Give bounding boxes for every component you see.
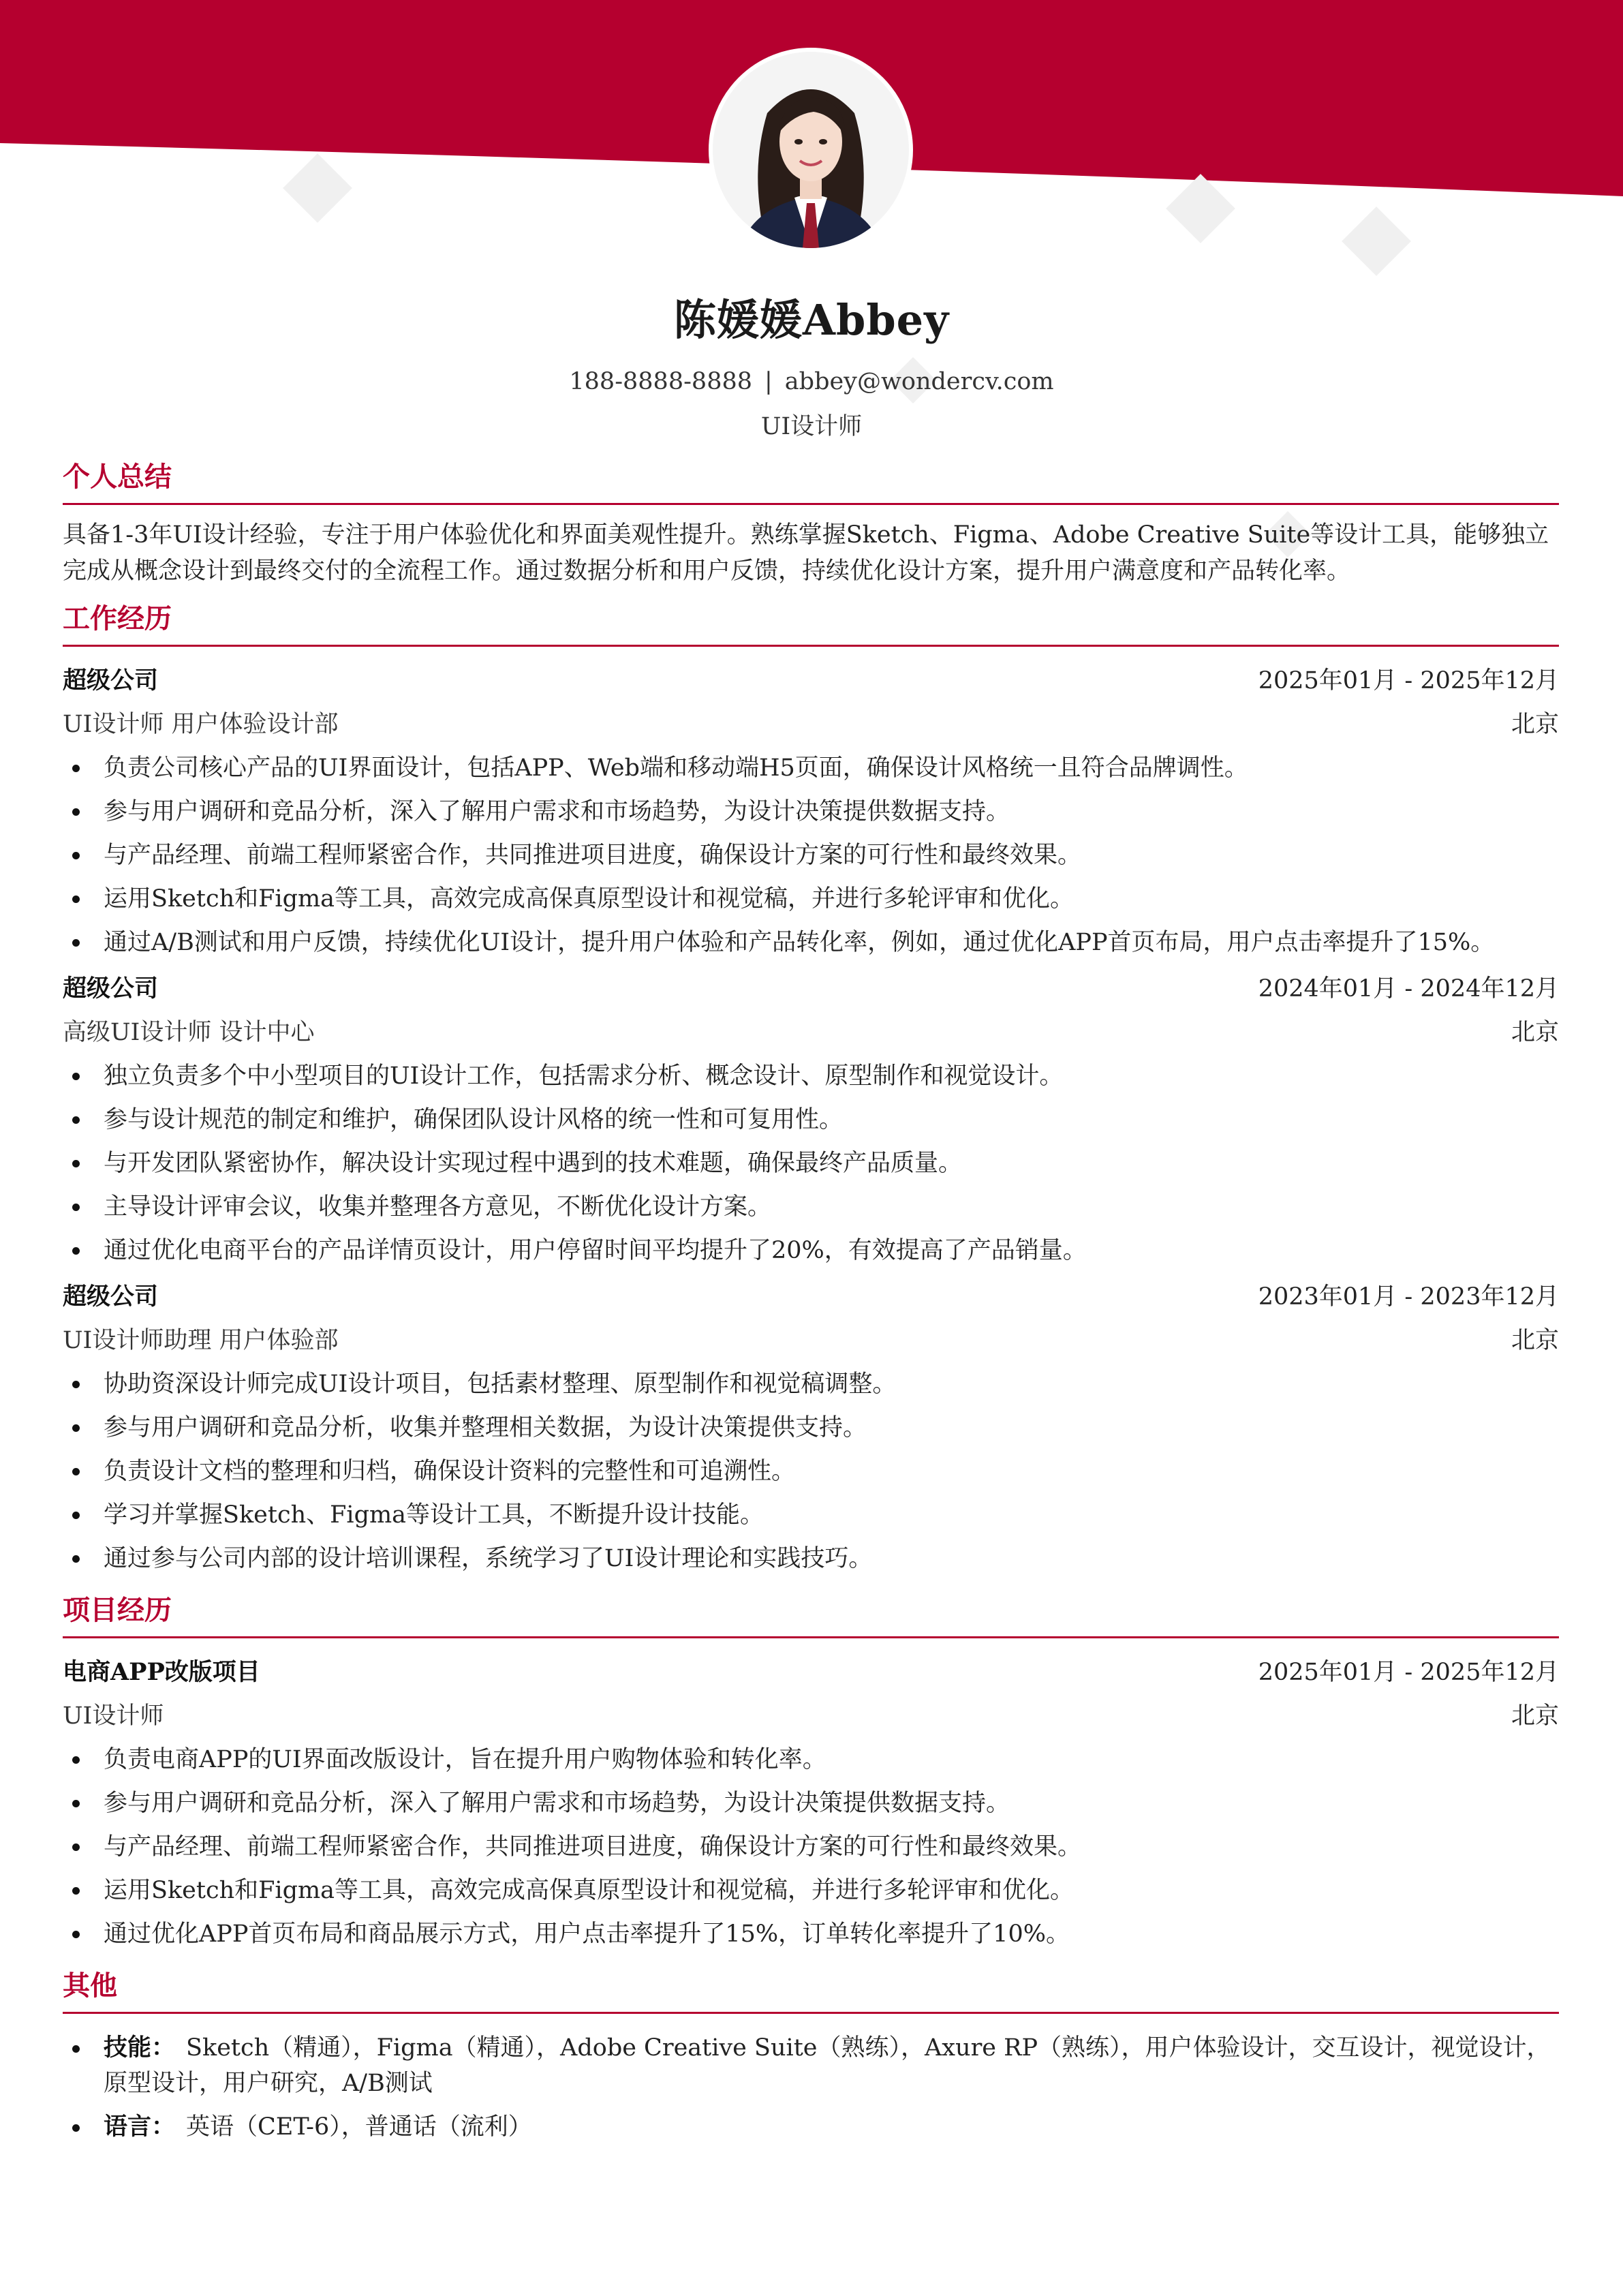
bullet-list [63, 1738, 1559, 1956]
company-name: 超级公司 [63, 1283, 159, 1311]
work-entry [63, 1275, 1559, 1580]
entry-header [63, 1275, 1559, 1319]
section-heading: 个人总结 [63, 461, 1559, 505]
bullet-item: 负责公司核心产品的UI界面设计，包括APP、Web端和移动端H5页面，确保设计风格统一且符合品牌调性。 [63, 746, 1559, 790]
bullet-list [63, 1362, 1559, 1580]
summary-text: 具备1-3年UI设计经验，专注于用户体验优化和界面美观性提升。熟练掌握Sketch、Figma、Adobe Creative Suite等设计工具，能够独立完成从概念设计到最终交付的全流程工作。通过数据分析和用户反馈，持续优化设计方案，提升用户满意度和产品转化率。 [63, 521, 1549, 585]
bullet-item: 通过A/B测试和用户反馈，持续优化UI设计，提升用户体验和产品转化率，例如，通过优化APP首页布局，用户点击率提升了15%。 [63, 921, 1559, 964]
languages-item [63, 2105, 1559, 2149]
position: 高级UI设计师 设计中心 [63, 1019, 315, 1046]
work-entry [63, 659, 1559, 964]
work-entry [63, 967, 1559, 1272]
bullet-item: 协助资深设计师完成UI设计项目，包括素材整理、原型制作和视觉稿调整。 [63, 1362, 1559, 1406]
phone-number: 188-8888-8888 [569, 368, 752, 395]
bullet-item: 主导设计评审会议，收集并整理各方意见，不断优化设计方案。 [63, 1185, 1559, 1229]
entry-subheader [63, 1694, 1559, 1738]
item-label: 技能： [104, 2034, 176, 2062]
location: 北京 [1511, 1327, 1559, 1354]
entry-subheader [63, 1319, 1559, 1362]
section-heading: 项目经历 [63, 1594, 1559, 1638]
entry-header [63, 659, 1559, 703]
resume-content [63, 461, 1559, 2162]
location: 北京 [1511, 711, 1559, 738]
profile-photo [709, 48, 913, 252]
project-section [63, 1594, 1559, 1956]
entry-dates: 2025年01月 - 2025年12月 [1258, 667, 1559, 694]
entry-dates: 2024年01月 - 2024年12月 [1258, 975, 1559, 1002]
contact-separator: | [764, 368, 773, 395]
entry-header [63, 1651, 1559, 1694]
bullet-list [63, 1054, 1559, 1272]
entry-dates: 2023年01月 - 2023年12月 [1258, 1283, 1559, 1311]
bullet-item: 负责电商APP的UI界面改版设计，旨在提升用户购物体验和转化率。 [63, 1738, 1559, 1781]
bullet-item: 与产品经理、前端工程师紧密合作，共同推进项目进度，确保设计方案的可行性和最终效果。 [63, 1825, 1559, 1869]
entry-header [63, 967, 1559, 1011]
entry-dates: 2025年01月 - 2025年12月 [1258, 1659, 1559, 1686]
bullet-item: 参与用户调研和竞品分析，收集并整理相关数据，为设计决策提供支持。 [63, 1406, 1559, 1450]
summary-section [63, 461, 1559, 589]
bullet-item: 通过优化电商平台的产品详情页设计，用户停留时间平均提升了20%，有效提高了产品销量。 [63, 1229, 1559, 1272]
bullet-list [63, 2026, 1559, 2149]
job-title: UI设计师 [760, 413, 863, 440]
location: 北京 [1511, 1702, 1559, 1730]
position: UI设计师 用户体验设计部 [63, 711, 339, 738]
bullet-item: 通过参与公司内部的设计培训课程，系统学习了UI设计理论和实践技巧。 [63, 1537, 1559, 1580]
bullet-list [63, 746, 1559, 964]
bullet-item: 独立负责多个中小型项目的UI设计工作，包括需求分析、概念设计、原型制作和视觉设计。 [63, 1054, 1559, 1098]
company-name: 超级公司 [63, 667, 159, 694]
entry-subheader [63, 703, 1559, 746]
company-name: 超级公司 [63, 975, 159, 1002]
candidate-name: 陈媛媛Abbey [673, 295, 950, 345]
item-text: 英语（CET-6），普通话（流利） [186, 2113, 532, 2141]
contact-line [0, 368, 1623, 395]
bullet-item: 运用Sketch和Figma等工具，高效完成高保真原型设计和视觉稿，并进行多轮评审和优化。 [63, 877, 1559, 921]
bullet-item: 参与设计规范的制定和维护，确保团队设计风格的统一性和可复用性。 [63, 1098, 1559, 1142]
project-role: UI设计师 [63, 1702, 164, 1730]
other-section [63, 1970, 1559, 2149]
project-entry [63, 1651, 1559, 1956]
location: 北京 [1511, 1019, 1559, 1046]
skills-item [63, 2026, 1559, 2105]
bullet-item: 运用Sketch和Figma等工具，高效完成高保真原型设计和视觉稿，并进行多轮评审和优化。 [63, 1869, 1559, 1912]
item-text: Sketch（精通），Figma（精通），Adobe Creative Suite（熟练），Axure RP（熟练），用户体验设计，交互设计，视觉设计，原型设计，用户研究，A/B测试 [104, 2034, 1551, 2097]
entry-subheader [63, 1011, 1559, 1054]
bullet-item: 参与用户调研和竞品分析，深入了解用户需求和市场趋势，为设计决策提供数据支持。 [63, 1781, 1559, 1825]
bullet-item: 负责设计文档的整理和归档，确保设计资料的完整性和可追溯性。 [63, 1450, 1559, 1493]
section-heading: 工作经历 [63, 602, 1559, 647]
position: UI设计师助理 用户体验部 [63, 1327, 339, 1354]
bullet-item: 与开发团队紧密协作，解决设计实现过程中遇到的技术难题，确保最终产品质量。 [63, 1142, 1559, 1185]
section-heading: 其他 [63, 1970, 1559, 2014]
email-address: abbey@wondercv.com [784, 368, 1054, 395]
bullet-item: 学习并掌握Sketch、Figma等设计工具，不断提升设计技能。 [63, 1493, 1559, 1537]
bullet-item: 通过优化APP首页布局和商品展示方式，用户点击率提升了15%，订单转化率提升了10%。 [63, 1912, 1559, 1956]
work-section [63, 602, 1559, 1580]
project-name: 电商APP改版项目 [63, 1658, 260, 1686]
bullet-item: 参与用户调研和竞品分析，深入了解用户需求和市场趋势，为设计决策提供数据支持。 [63, 790, 1559, 833]
item-label: 语言： [104, 2113, 176, 2141]
bullet-item: 与产品经理、前端工程师紧密合作，共同推进项目进度，确保设计方案的可行性和最终效果。 [63, 833, 1559, 877]
